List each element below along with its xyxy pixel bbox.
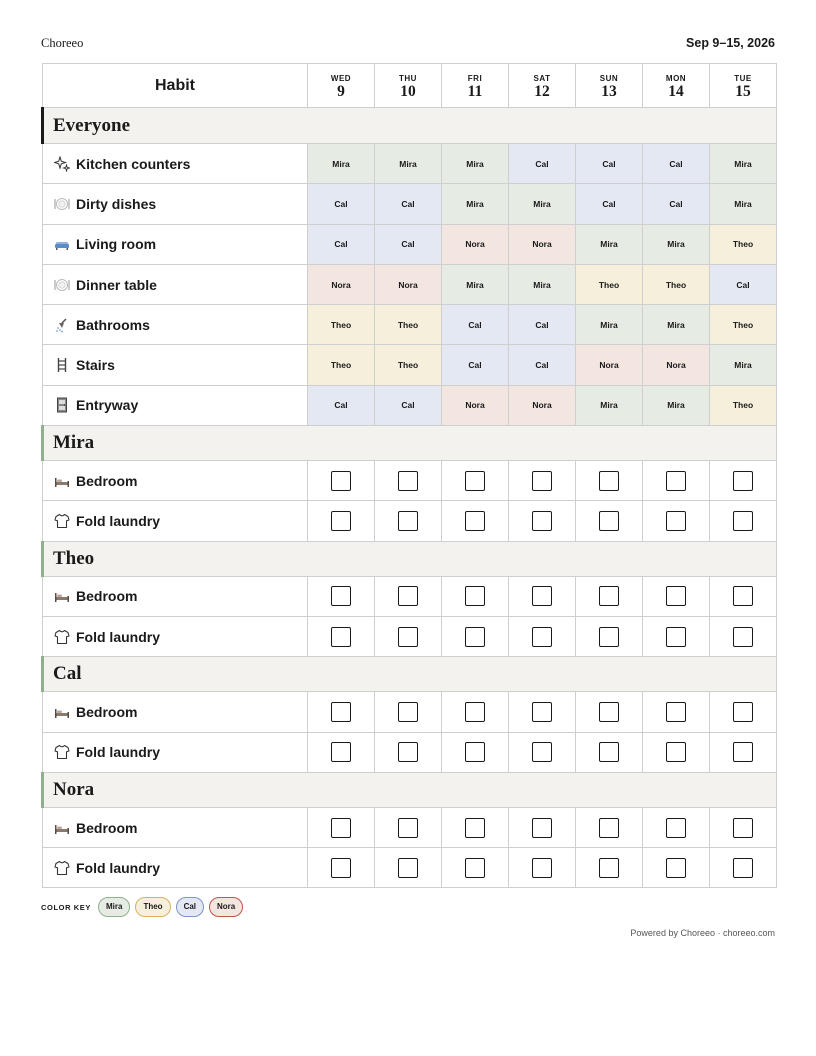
checkbox-cell xyxy=(710,807,777,847)
task-cell xyxy=(43,501,308,541)
checkbox[interactable] xyxy=(465,818,485,838)
checkbox[interactable] xyxy=(331,586,351,606)
assignee-cell: Mira xyxy=(576,385,643,425)
assignee-cell: Mira xyxy=(509,184,576,224)
task-name: Dinner table xyxy=(76,276,157,293)
assignee-cell: Mira xyxy=(643,305,710,345)
checkbox[interactable] xyxy=(465,702,485,722)
checkbox-cell xyxy=(375,616,442,656)
checkbox-cell xyxy=(442,576,509,616)
checkbox-cell xyxy=(308,732,375,772)
assignee-cell: Theo xyxy=(375,345,442,385)
checkbox-cell xyxy=(643,692,710,732)
assignee-cell: Cal xyxy=(308,385,375,425)
color-key-pill-cal: Cal xyxy=(176,897,204,917)
checkbox-cell xyxy=(308,501,375,541)
checkbox-cell xyxy=(375,732,442,772)
task-cell xyxy=(43,616,308,656)
day-number: 9 xyxy=(337,82,345,100)
checkbox[interactable] xyxy=(666,858,686,878)
checkbox-cell xyxy=(643,576,710,616)
assignee-cell: Mira xyxy=(442,264,509,304)
checkbox-cell xyxy=(576,461,643,501)
day-header-thu xyxy=(375,64,442,108)
task-name: Dirty dishes xyxy=(76,195,157,212)
task-name: Bedroom xyxy=(76,819,138,836)
task-name: Fold laundry xyxy=(76,513,160,530)
assignee-cell: Theo xyxy=(710,224,777,264)
checkbox[interactable] xyxy=(532,742,552,762)
table-row xyxy=(43,501,777,541)
checkbox-cell xyxy=(442,616,509,656)
checkbox-cell xyxy=(710,732,777,772)
checkbox-cell xyxy=(509,461,576,501)
assignee-cell: Mira xyxy=(576,224,643,264)
section-mira xyxy=(43,426,777,461)
checkbox[interactable] xyxy=(532,511,552,531)
table-row xyxy=(43,264,777,304)
assignee-cell: Mira xyxy=(643,224,710,264)
checkbox-cell xyxy=(442,732,509,772)
checkbox[interactable] xyxy=(733,818,753,838)
checkbox-cell xyxy=(308,461,375,501)
day-number: 13 xyxy=(601,82,617,100)
day-name: THU xyxy=(399,73,417,83)
assignee-cell: Cal xyxy=(576,144,643,184)
task-cell xyxy=(43,732,308,772)
checkbox-cell xyxy=(375,501,442,541)
checkbox[interactable] xyxy=(666,742,686,762)
day-name: SAT xyxy=(533,73,551,83)
section-nora xyxy=(43,772,777,807)
plate-icon xyxy=(54,277,70,293)
table-row xyxy=(43,732,777,772)
day-number: 11 xyxy=(467,82,483,100)
color-key-pill-mira: Mira xyxy=(98,897,130,917)
color-key-label: COLOR KEY xyxy=(41,902,91,912)
checkbox[interactable] xyxy=(398,818,418,838)
task-name: Entryway xyxy=(76,397,139,414)
assignee-cell: Nora xyxy=(509,385,576,425)
assignee-cell: Nora xyxy=(442,385,509,425)
task-cell xyxy=(43,807,308,847)
day-name: TUE xyxy=(734,73,752,83)
checkbox[interactable] xyxy=(532,471,552,491)
plate-icon xyxy=(54,196,70,212)
sparkles-icon xyxy=(54,156,70,172)
checkbox-cell xyxy=(710,616,777,656)
table-row xyxy=(43,305,777,345)
habit-column-header: Habit xyxy=(43,64,308,108)
checkbox-cell xyxy=(442,461,509,501)
checkbox-cell xyxy=(375,692,442,732)
section-title: Theo xyxy=(43,541,777,576)
shirt-icon xyxy=(54,513,70,529)
table-row xyxy=(43,345,777,385)
day-header-wed xyxy=(308,64,375,108)
sofa-icon xyxy=(54,236,70,252)
task-cell xyxy=(43,264,308,304)
checkbox-cell xyxy=(308,576,375,616)
task-cell xyxy=(43,144,308,184)
checkbox-cell xyxy=(576,692,643,732)
checkbox-cell xyxy=(643,461,710,501)
shirt-icon xyxy=(54,860,70,876)
assignee-cell: Theo xyxy=(576,264,643,304)
task-cell xyxy=(43,184,308,224)
task-cell xyxy=(43,385,308,425)
checkbox[interactable] xyxy=(398,511,418,531)
color-key-pill-nora: Nora xyxy=(209,897,243,917)
checkbox[interactable] xyxy=(532,818,552,838)
checkbox-cell xyxy=(576,807,643,847)
table-row xyxy=(43,224,777,264)
task-cell xyxy=(43,345,308,385)
checkbox[interactable] xyxy=(666,511,686,531)
checkbox-cell xyxy=(509,732,576,772)
assignee-cell: Cal xyxy=(308,224,375,264)
shirt-icon xyxy=(54,744,70,760)
color-key-pill-theo: Theo xyxy=(135,897,170,917)
checkbox-cell xyxy=(509,848,576,888)
checkbox-cell xyxy=(710,576,777,616)
checkbox[interactable] xyxy=(398,702,418,722)
day-number: 10 xyxy=(400,82,416,100)
day-number: 14 xyxy=(668,82,684,100)
day-header-fri xyxy=(442,64,509,108)
ladder-icon xyxy=(54,357,70,373)
checkbox[interactable] xyxy=(599,742,619,762)
shower-icon xyxy=(54,317,70,333)
checkbox[interactable] xyxy=(599,858,619,878)
table-row xyxy=(43,385,777,425)
assignee-cell: Nora xyxy=(375,264,442,304)
checkbox[interactable] xyxy=(599,586,619,606)
task-name: Bathrooms xyxy=(76,316,150,333)
checkbox-cell xyxy=(375,848,442,888)
checkbox-cell xyxy=(643,807,710,847)
bed-icon xyxy=(54,704,70,720)
checkbox-cell xyxy=(442,501,509,541)
bed-icon xyxy=(54,588,70,604)
checkbox[interactable] xyxy=(666,627,686,647)
assignee-cell: Cal xyxy=(643,144,710,184)
checkbox[interactable] xyxy=(666,471,686,491)
checkbox[interactable] xyxy=(331,858,351,878)
assignee-cell: Theo xyxy=(710,385,777,425)
checkbox-cell xyxy=(308,692,375,732)
checkbox[interactable] xyxy=(599,627,619,647)
shirt-icon xyxy=(54,629,70,645)
section-title: Everyone xyxy=(43,108,777,144)
assignee-cell: Mira xyxy=(442,144,509,184)
checkbox-cell xyxy=(576,732,643,772)
task-name: Kitchen counters xyxy=(76,155,191,172)
checkbox[interactable] xyxy=(465,627,485,647)
checkbox[interactable] xyxy=(331,511,351,531)
checkbox-cell xyxy=(509,616,576,656)
assignee-cell: Mira xyxy=(643,385,710,425)
section-title: Mira xyxy=(43,426,777,461)
day-name: WED xyxy=(330,73,352,83)
table-row xyxy=(43,184,777,224)
checkbox-cell xyxy=(576,501,643,541)
checkbox[interactable] xyxy=(398,471,418,491)
assignee-cell: Cal xyxy=(710,264,777,304)
checkbox-cell xyxy=(710,501,777,541)
checkbox[interactable] xyxy=(532,586,552,606)
checkbox-cell xyxy=(375,576,442,616)
day-name: FRI xyxy=(467,73,483,83)
checkbox[interactable] xyxy=(666,818,686,838)
assignee-cell: Cal xyxy=(442,345,509,385)
checkbox[interactable] xyxy=(532,627,552,647)
task-cell xyxy=(43,305,308,345)
section-title: Nora xyxy=(43,772,777,807)
day-header-mon xyxy=(643,64,710,108)
checkbox[interactable] xyxy=(398,586,418,606)
checkbox-cell xyxy=(643,848,710,888)
checkbox-cell xyxy=(643,732,710,772)
checkbox-cell xyxy=(576,616,643,656)
table-row xyxy=(43,144,777,184)
section-everyone xyxy=(43,108,777,144)
task-name: Living room xyxy=(76,236,157,253)
assignee-cell: Mira xyxy=(375,144,442,184)
checkbox[interactable] xyxy=(599,702,619,722)
task-name: Stairs xyxy=(76,357,115,374)
header-row xyxy=(43,64,777,108)
date-range: Sep 9–15, 2026 xyxy=(686,36,775,50)
checkbox-cell xyxy=(509,501,576,541)
task-name: Fold laundry xyxy=(76,628,160,645)
day-name: SUN xyxy=(599,73,619,83)
table-row xyxy=(43,576,777,616)
checkbox[interactable] xyxy=(331,627,351,647)
assignee-cell: Mira xyxy=(710,184,777,224)
checkbox[interactable] xyxy=(331,702,351,722)
task-cell xyxy=(43,461,308,501)
checkbox-cell xyxy=(643,616,710,656)
assignee-cell: Theo xyxy=(710,305,777,345)
day-number: 12 xyxy=(534,82,550,100)
assignee-cell: Mira xyxy=(308,144,375,184)
checkbox-cell xyxy=(442,692,509,732)
checkbox[interactable] xyxy=(331,471,351,491)
task-name: Bedroom xyxy=(76,703,138,720)
task-name: Fold laundry xyxy=(76,859,160,876)
day-number: 15 xyxy=(735,82,751,100)
footer-credit: Powered by Choreeo · choreeo.com xyxy=(630,928,775,938)
table-row xyxy=(43,461,777,501)
checkbox[interactable] xyxy=(599,471,619,491)
chore-grid xyxy=(41,63,777,888)
checkbox[interactable] xyxy=(465,471,485,491)
day-header-sat xyxy=(509,64,576,108)
table-row xyxy=(43,807,777,847)
checkbox[interactable] xyxy=(331,742,351,762)
task-name: Bedroom xyxy=(76,472,138,489)
assignee-cell: Nora xyxy=(643,345,710,385)
table-row xyxy=(43,848,777,888)
assignee-cell: Mira xyxy=(509,264,576,304)
assignee-cell: Cal xyxy=(375,224,442,264)
assignee-cell: Nora xyxy=(576,345,643,385)
assignee-cell: Nora xyxy=(308,264,375,304)
checkbox[interactable] xyxy=(733,586,753,606)
assignee-cell: Theo xyxy=(643,264,710,304)
checkbox[interactable] xyxy=(465,742,485,762)
table-row xyxy=(43,692,777,732)
checkbox[interactable] xyxy=(398,858,418,878)
assignee-cell: Mira xyxy=(710,345,777,385)
task-cell xyxy=(43,848,308,888)
checkbox[interactable] xyxy=(733,742,753,762)
checkbox-cell xyxy=(710,848,777,888)
checkbox[interactable] xyxy=(733,627,753,647)
checkbox-cell xyxy=(710,461,777,501)
checkbox-cell xyxy=(308,848,375,888)
assignee-cell: Cal xyxy=(442,305,509,345)
checkbox[interactable] xyxy=(733,858,753,878)
assignee-cell: Cal xyxy=(643,184,710,224)
bed-icon xyxy=(54,473,70,489)
checkbox[interactable] xyxy=(599,511,619,531)
checkbox[interactable] xyxy=(599,818,619,838)
assignee-cell: Mira xyxy=(442,184,509,224)
checkbox-cell xyxy=(442,848,509,888)
assignee-cell: Cal xyxy=(509,305,576,345)
checkbox[interactable] xyxy=(532,858,552,878)
checkbox[interactable] xyxy=(733,511,753,531)
checkbox[interactable] xyxy=(733,471,753,491)
checkbox-cell xyxy=(643,501,710,541)
checkbox-cell xyxy=(442,807,509,847)
checkbox-cell xyxy=(710,692,777,732)
assignee-cell: Cal xyxy=(576,184,643,224)
assignee-cell: Nora xyxy=(442,224,509,264)
checkbox-cell xyxy=(308,807,375,847)
checkbox[interactable] xyxy=(666,702,686,722)
task-cell xyxy=(43,224,308,264)
assignee-cell: Cal xyxy=(375,184,442,224)
color-key xyxy=(41,897,243,917)
assignee-cell: Cal xyxy=(509,144,576,184)
section-title: Cal xyxy=(43,657,777,692)
day-header-sun xyxy=(576,64,643,108)
assignee-cell: Theo xyxy=(375,305,442,345)
checkbox[interactable] xyxy=(666,586,686,606)
checkbox-cell xyxy=(308,616,375,656)
task-cell xyxy=(43,692,308,732)
checkbox[interactable] xyxy=(465,511,485,531)
assignee-cell: Theo xyxy=(308,305,375,345)
assignee-cell: Cal xyxy=(509,345,576,385)
task-cell xyxy=(43,576,308,616)
checkbox[interactable] xyxy=(465,858,485,878)
task-name: Bedroom xyxy=(76,588,138,605)
assignee-cell: Nora xyxy=(509,224,576,264)
section-cal xyxy=(43,657,777,692)
assignee-cell: Mira xyxy=(576,305,643,345)
checkbox-cell xyxy=(576,576,643,616)
table-row xyxy=(43,616,777,656)
checkbox[interactable] xyxy=(398,742,418,762)
task-name: Fold laundry xyxy=(76,744,160,761)
bed-icon xyxy=(54,820,70,836)
assignee-cell: Theo xyxy=(308,345,375,385)
checkbox-cell xyxy=(375,461,442,501)
door-icon xyxy=(54,397,70,413)
assignee-cell: Cal xyxy=(308,184,375,224)
section-theo xyxy=(43,541,777,576)
checkbox-cell xyxy=(509,576,576,616)
checkbox-cell xyxy=(576,848,643,888)
assignee-cell: Mira xyxy=(710,144,777,184)
checkbox[interactable] xyxy=(398,627,418,647)
day-name: MON xyxy=(665,73,687,83)
brand-name: Choreeo xyxy=(41,36,84,50)
checkbox-cell xyxy=(509,692,576,732)
day-header-tue xyxy=(710,64,777,108)
checkbox[interactable] xyxy=(465,586,485,606)
checkbox-cell xyxy=(509,807,576,847)
checkbox[interactable] xyxy=(532,702,552,722)
assignee-cell: Cal xyxy=(375,385,442,425)
checkbox[interactable] xyxy=(733,702,753,722)
checkbox-cell xyxy=(375,807,442,847)
checkbox[interactable] xyxy=(331,818,351,838)
